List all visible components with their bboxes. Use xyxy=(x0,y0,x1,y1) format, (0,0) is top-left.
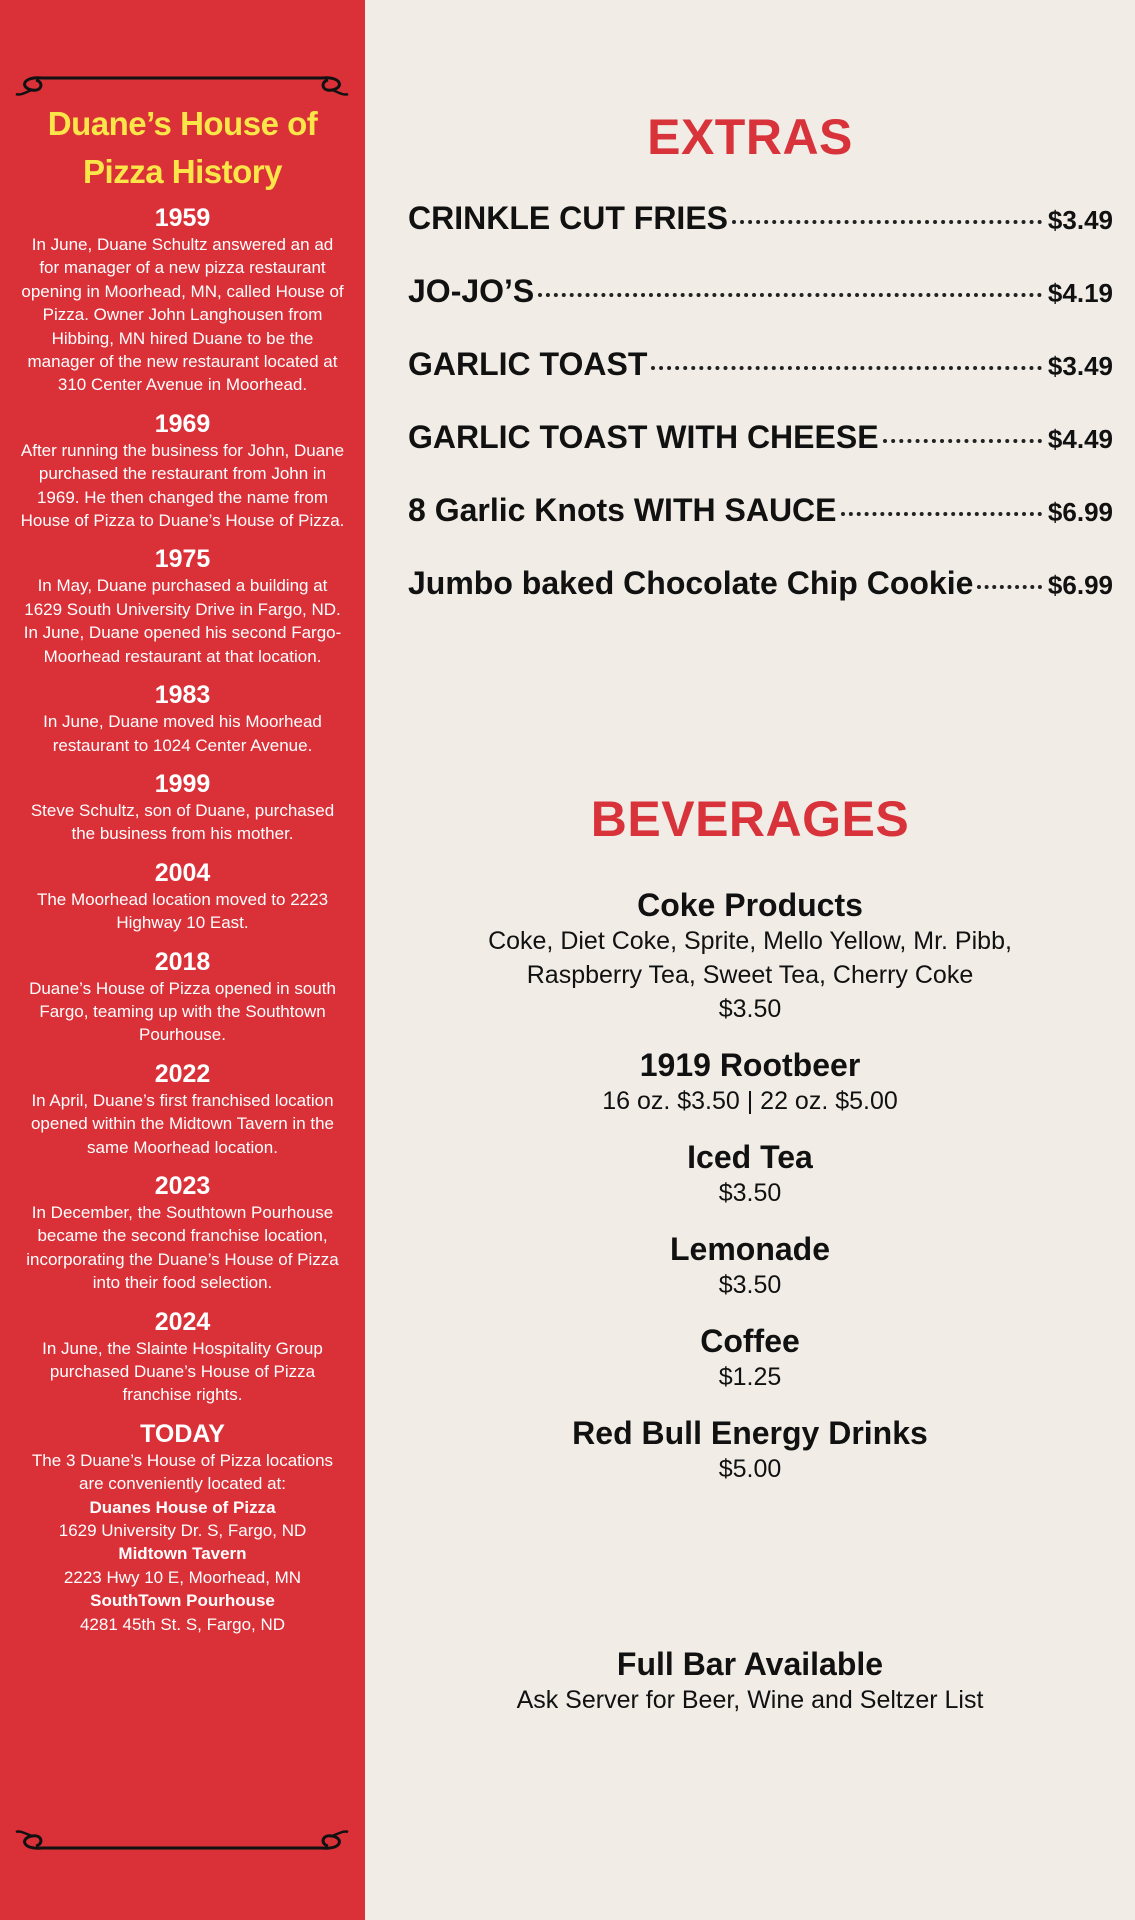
extra-item-name: GARLIC TOAST xyxy=(408,346,648,382)
beverage-price: $3.50 xyxy=(718,1179,782,1207)
beverages-list xyxy=(365,886,1135,1506)
beverage-price: $3.50 xyxy=(718,995,782,1023)
beverage-item xyxy=(365,1414,1135,1486)
timeline-entry xyxy=(20,947,345,1047)
timeline-text: In December, the Southtown Pourhouse became the second franchise location, incorporating the Duane’s House of Pizza into their food selection. xyxy=(26,1202,339,1293)
timeline-text: In June, Duane moved his Moorhead restaurant to 1024 Center Avenue. xyxy=(43,712,322,755)
today-intro: The 3 Duane’s House of Pizza locations are conveniently located at: xyxy=(31,1450,334,1494)
beverage-name: Lemonade xyxy=(669,1231,831,1267)
extra-item xyxy=(408,273,1113,346)
dot-leader xyxy=(883,439,1042,443)
beverage-item xyxy=(365,1322,1135,1394)
extra-item-price: $6.99 xyxy=(1047,570,1113,600)
beverage-price: $1.25 xyxy=(718,1363,782,1391)
history-timeline xyxy=(20,203,345,1648)
extra-item-price: $3.49 xyxy=(1047,351,1113,381)
timeline-entry xyxy=(20,1059,345,1159)
timeline-entry xyxy=(20,203,345,397)
location-address: 1629 University Dr. S, Fargo, ND xyxy=(58,1521,307,1541)
dot-leader xyxy=(732,220,1042,224)
timeline-text: Steve Schultz, son of Duane, purchased the business from his mother. xyxy=(30,800,335,844)
sidebar-title-line2: Pizza History xyxy=(83,153,282,190)
beverage-item xyxy=(365,1046,1135,1118)
dot-leader xyxy=(538,293,1042,297)
full-bar-detail: Ask Server for Beer, Wine and Seltzer List xyxy=(516,1686,984,1714)
beverage-price: $5.00 xyxy=(718,1455,782,1483)
extra-item xyxy=(408,419,1113,492)
extra-item-name: 8 Garlic Knots WITH SAUCE xyxy=(408,492,837,528)
location-address: 4281 45th St. S, Fargo, ND xyxy=(79,1614,286,1634)
timeline-text: The Moorhead location moved to 2223 Highway 10 East. xyxy=(36,889,329,933)
dot-leader xyxy=(977,585,1042,589)
timeline-year: 1999 xyxy=(154,769,211,798)
timeline-year: 1969 xyxy=(154,409,211,438)
timeline-entry xyxy=(20,1171,345,1295)
full-bar-heading: Full Bar Available xyxy=(616,1646,884,1682)
timeline-year: 1959 xyxy=(154,204,211,232)
timeline-entry xyxy=(20,858,345,935)
timeline-year: 2022 xyxy=(154,1059,211,1088)
extra-item xyxy=(408,200,1113,273)
full-bar-section xyxy=(365,1645,1135,1717)
extra-item-price: $6.99 xyxy=(1047,497,1113,527)
location-name: SouthTown Pourhouse xyxy=(90,1591,275,1611)
history-sidebar xyxy=(0,0,365,1920)
beverage-price: 16 oz. $3.50 | 22 oz. $5.00 xyxy=(602,1087,898,1115)
timeline-entry xyxy=(20,409,345,533)
extra-item xyxy=(408,346,1113,419)
timeline-text: In April, Duane’s first franchised location opened within the Midtown Tavern in the same Moorhead location. xyxy=(30,1090,335,1157)
timeline-text: Duane’s House of Pizza opened in south Fargo, teaming up with the Southtown Pourhouse. xyxy=(29,978,336,1045)
beverage-price: $3.50 xyxy=(718,1271,782,1299)
timeline-year: 1983 xyxy=(154,681,211,710)
extra-item-name: Jumbo baked Chocolate Chip Cookie xyxy=(408,565,974,601)
menu-main xyxy=(365,0,1135,1920)
timeline-entry xyxy=(20,680,345,757)
extra-item-price: $3.49 xyxy=(1047,205,1113,235)
timeline-entry xyxy=(20,1307,345,1407)
timeline-entry xyxy=(20,544,345,668)
timeline-year: 2023 xyxy=(154,1171,211,1200)
extra-item-price: $4.19 xyxy=(1047,278,1113,308)
timeline-year: 2018 xyxy=(154,947,211,976)
timeline-text: In May, Duane purchased a building at 1629 South University Drive in Fargo, ND. In June, Duane opened his second Fargo-Moorhead restaurant at that location. xyxy=(23,576,342,666)
extra-item xyxy=(408,492,1113,565)
beverage-detail: Raspberry Tea, Sweet Tea, Cherry Coke xyxy=(526,961,974,989)
beverages-title: BEVERAGES xyxy=(590,791,910,847)
beverage-name: Red Bull Energy Drinks xyxy=(572,1415,928,1451)
today-section xyxy=(20,1419,345,1636)
extras-list xyxy=(408,200,1113,638)
extras-title: EXTRAS xyxy=(647,109,853,165)
location-name: Midtown Tavern xyxy=(118,1544,247,1564)
extra-item-name: CRINKLE CUT FRIES xyxy=(408,200,728,236)
sidebar-title xyxy=(20,100,345,196)
beverage-item xyxy=(365,1138,1135,1210)
extra-item-price: $4.49 xyxy=(1047,424,1113,454)
timeline-year: 2004 xyxy=(154,858,211,887)
dot-leader xyxy=(841,512,1042,516)
timeline-entry xyxy=(20,769,345,846)
timeline-text: After running the business for John, Duane purchased the restaurant from John in 1969. He then changed the name from House of Pizza to Duane’s House of Pizza. xyxy=(20,440,345,531)
location-name: Duanes House of Pizza xyxy=(89,1497,276,1517)
flourish-bottom-ornament xyxy=(12,1822,352,1866)
beverage-item xyxy=(365,1230,1135,1302)
timeline-year: 2024 xyxy=(154,1307,211,1336)
extra-item-name: GARLIC TOAST WITH CHEESE xyxy=(408,419,879,455)
beverage-detail: Coke, Diet Coke, Sprite, Mello Yellow, Mr. Pibb, xyxy=(488,927,1012,955)
timeline-text: In June, Duane Schultz answered an ad for manager of a new pizza restaurant opening in Moorhead, MN, called House of Pizza. Owner John Langhousen from Hibbing, MN hired Duane to be the manager of the new restaurant located at 310 Center Avenue in Moorhead. xyxy=(21,235,344,395)
timeline-year: 1975 xyxy=(154,545,211,574)
beverage-name: Coke Products xyxy=(637,887,863,923)
dot-leader xyxy=(651,366,1042,370)
beverage-name: Iced Tea xyxy=(687,1139,813,1175)
extra-item xyxy=(408,565,1113,638)
timeline-text: In June, the Slainte Hospitality Group purchased Duane’s House of Pizza franchise rights. xyxy=(42,1338,323,1405)
sidebar-title-line1: Duane’s House of xyxy=(47,105,318,142)
beverage-name: 1919 Rootbeer xyxy=(639,1047,861,1083)
extra-item-name: JO-JO’S xyxy=(408,273,535,309)
beverage-name: Coffee xyxy=(700,1323,800,1359)
location-address: 2223 Hwy 10 E, Moorhead, MN xyxy=(63,1567,302,1587)
beverage-item xyxy=(365,886,1135,1026)
today-heading: TODAY xyxy=(140,1419,225,1448)
